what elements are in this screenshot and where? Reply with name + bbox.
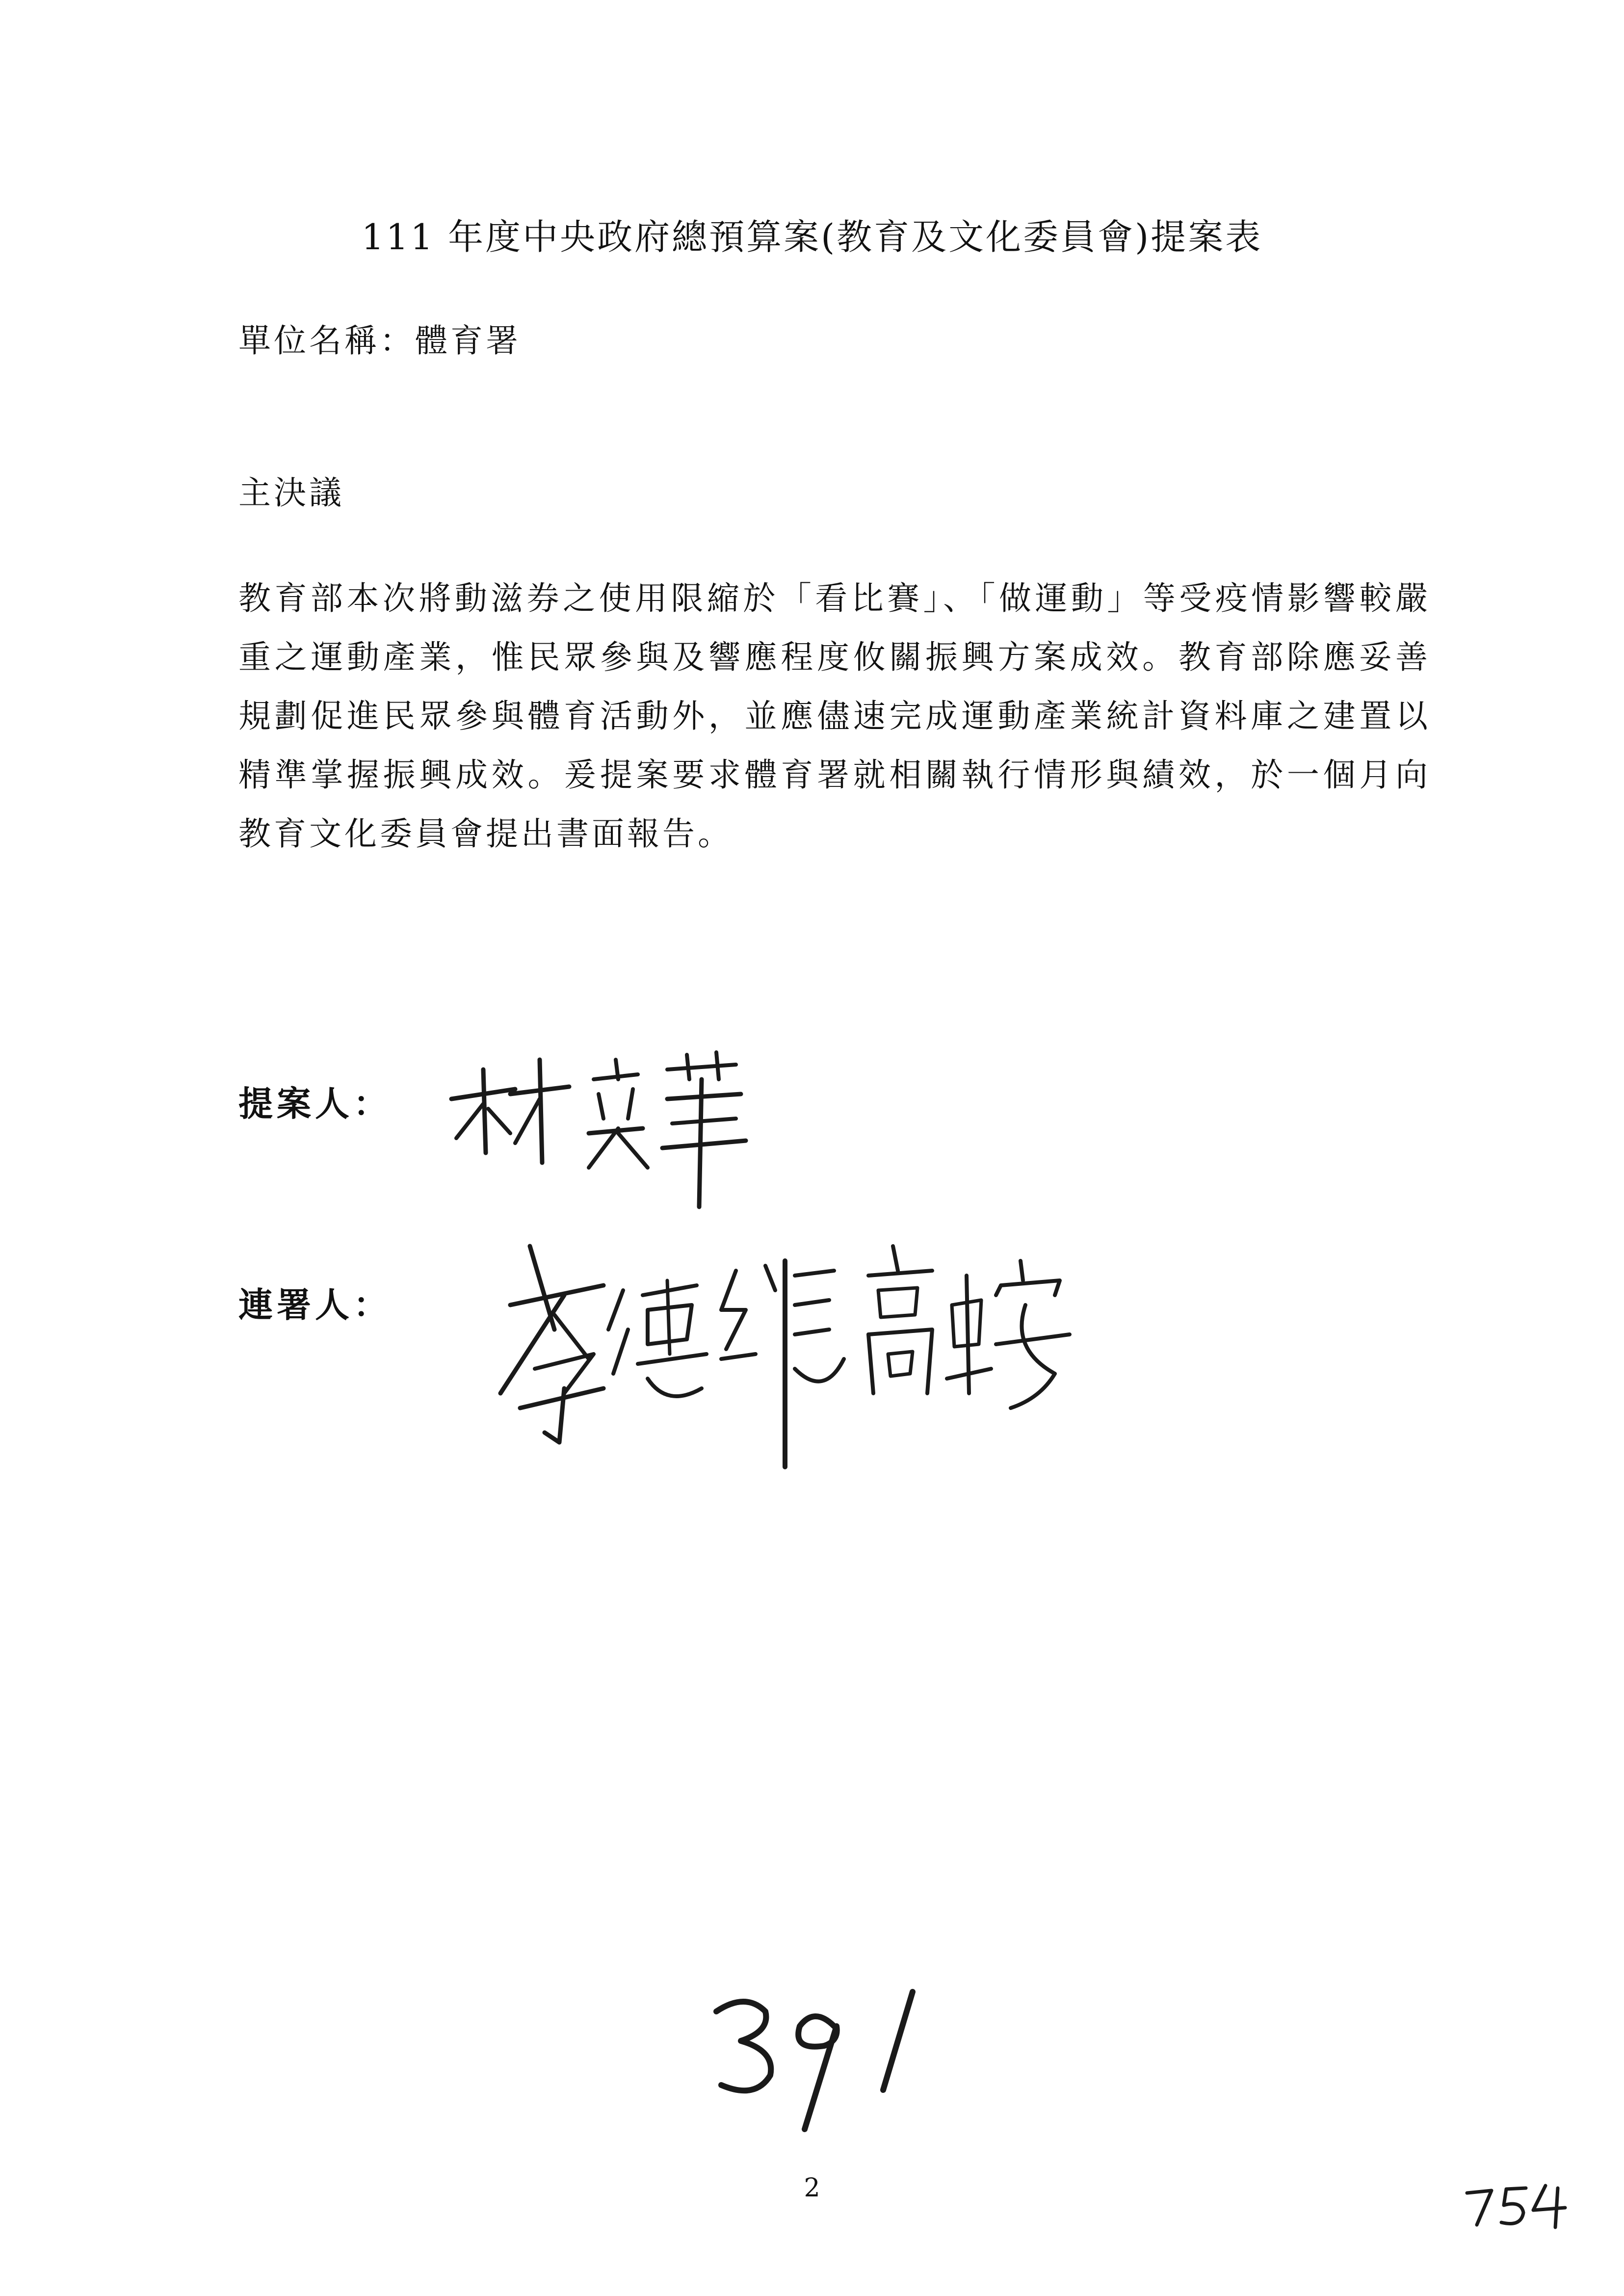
resolution-body: 教育部本次將動滋券之使用限縮於「看比賽」、「做運動」等受疫情影響較嚴重之運動產業，惟民眾參與及響應程度攸關振興方案成效。教育部除應妥善規劃促進民眾參與體育活動外，並應儘速完成運動產業統計資料庫之建置以精準掌握振興成效。爰提案要求體育署就相關執行情形與績效，於一個月向教育文化委員會提出書面報告。 <box>238 579 1431 853</box>
cosigner-signatures <box>491 1231 1079 1506</box>
unit-name-line: 單位名稱：體育署 <box>238 322 521 360</box>
proposer-signature <box>442 1040 785 1217</box>
section-heading: 主決議 <box>238 474 344 512</box>
page-number: 2 <box>804 2173 820 2203</box>
cosigner-label: 連署人： <box>238 1285 392 1325</box>
handwritten-page-stamp <box>707 1982 942 2139</box>
document-title: 111 年度中央政府總預算案(教育及文化委員會)提案表 <box>361 216 1263 258</box>
handwritten-corner-number <box>1462 2178 1575 2232</box>
proposer-label: 提案人： <box>238 1084 392 1124</box>
